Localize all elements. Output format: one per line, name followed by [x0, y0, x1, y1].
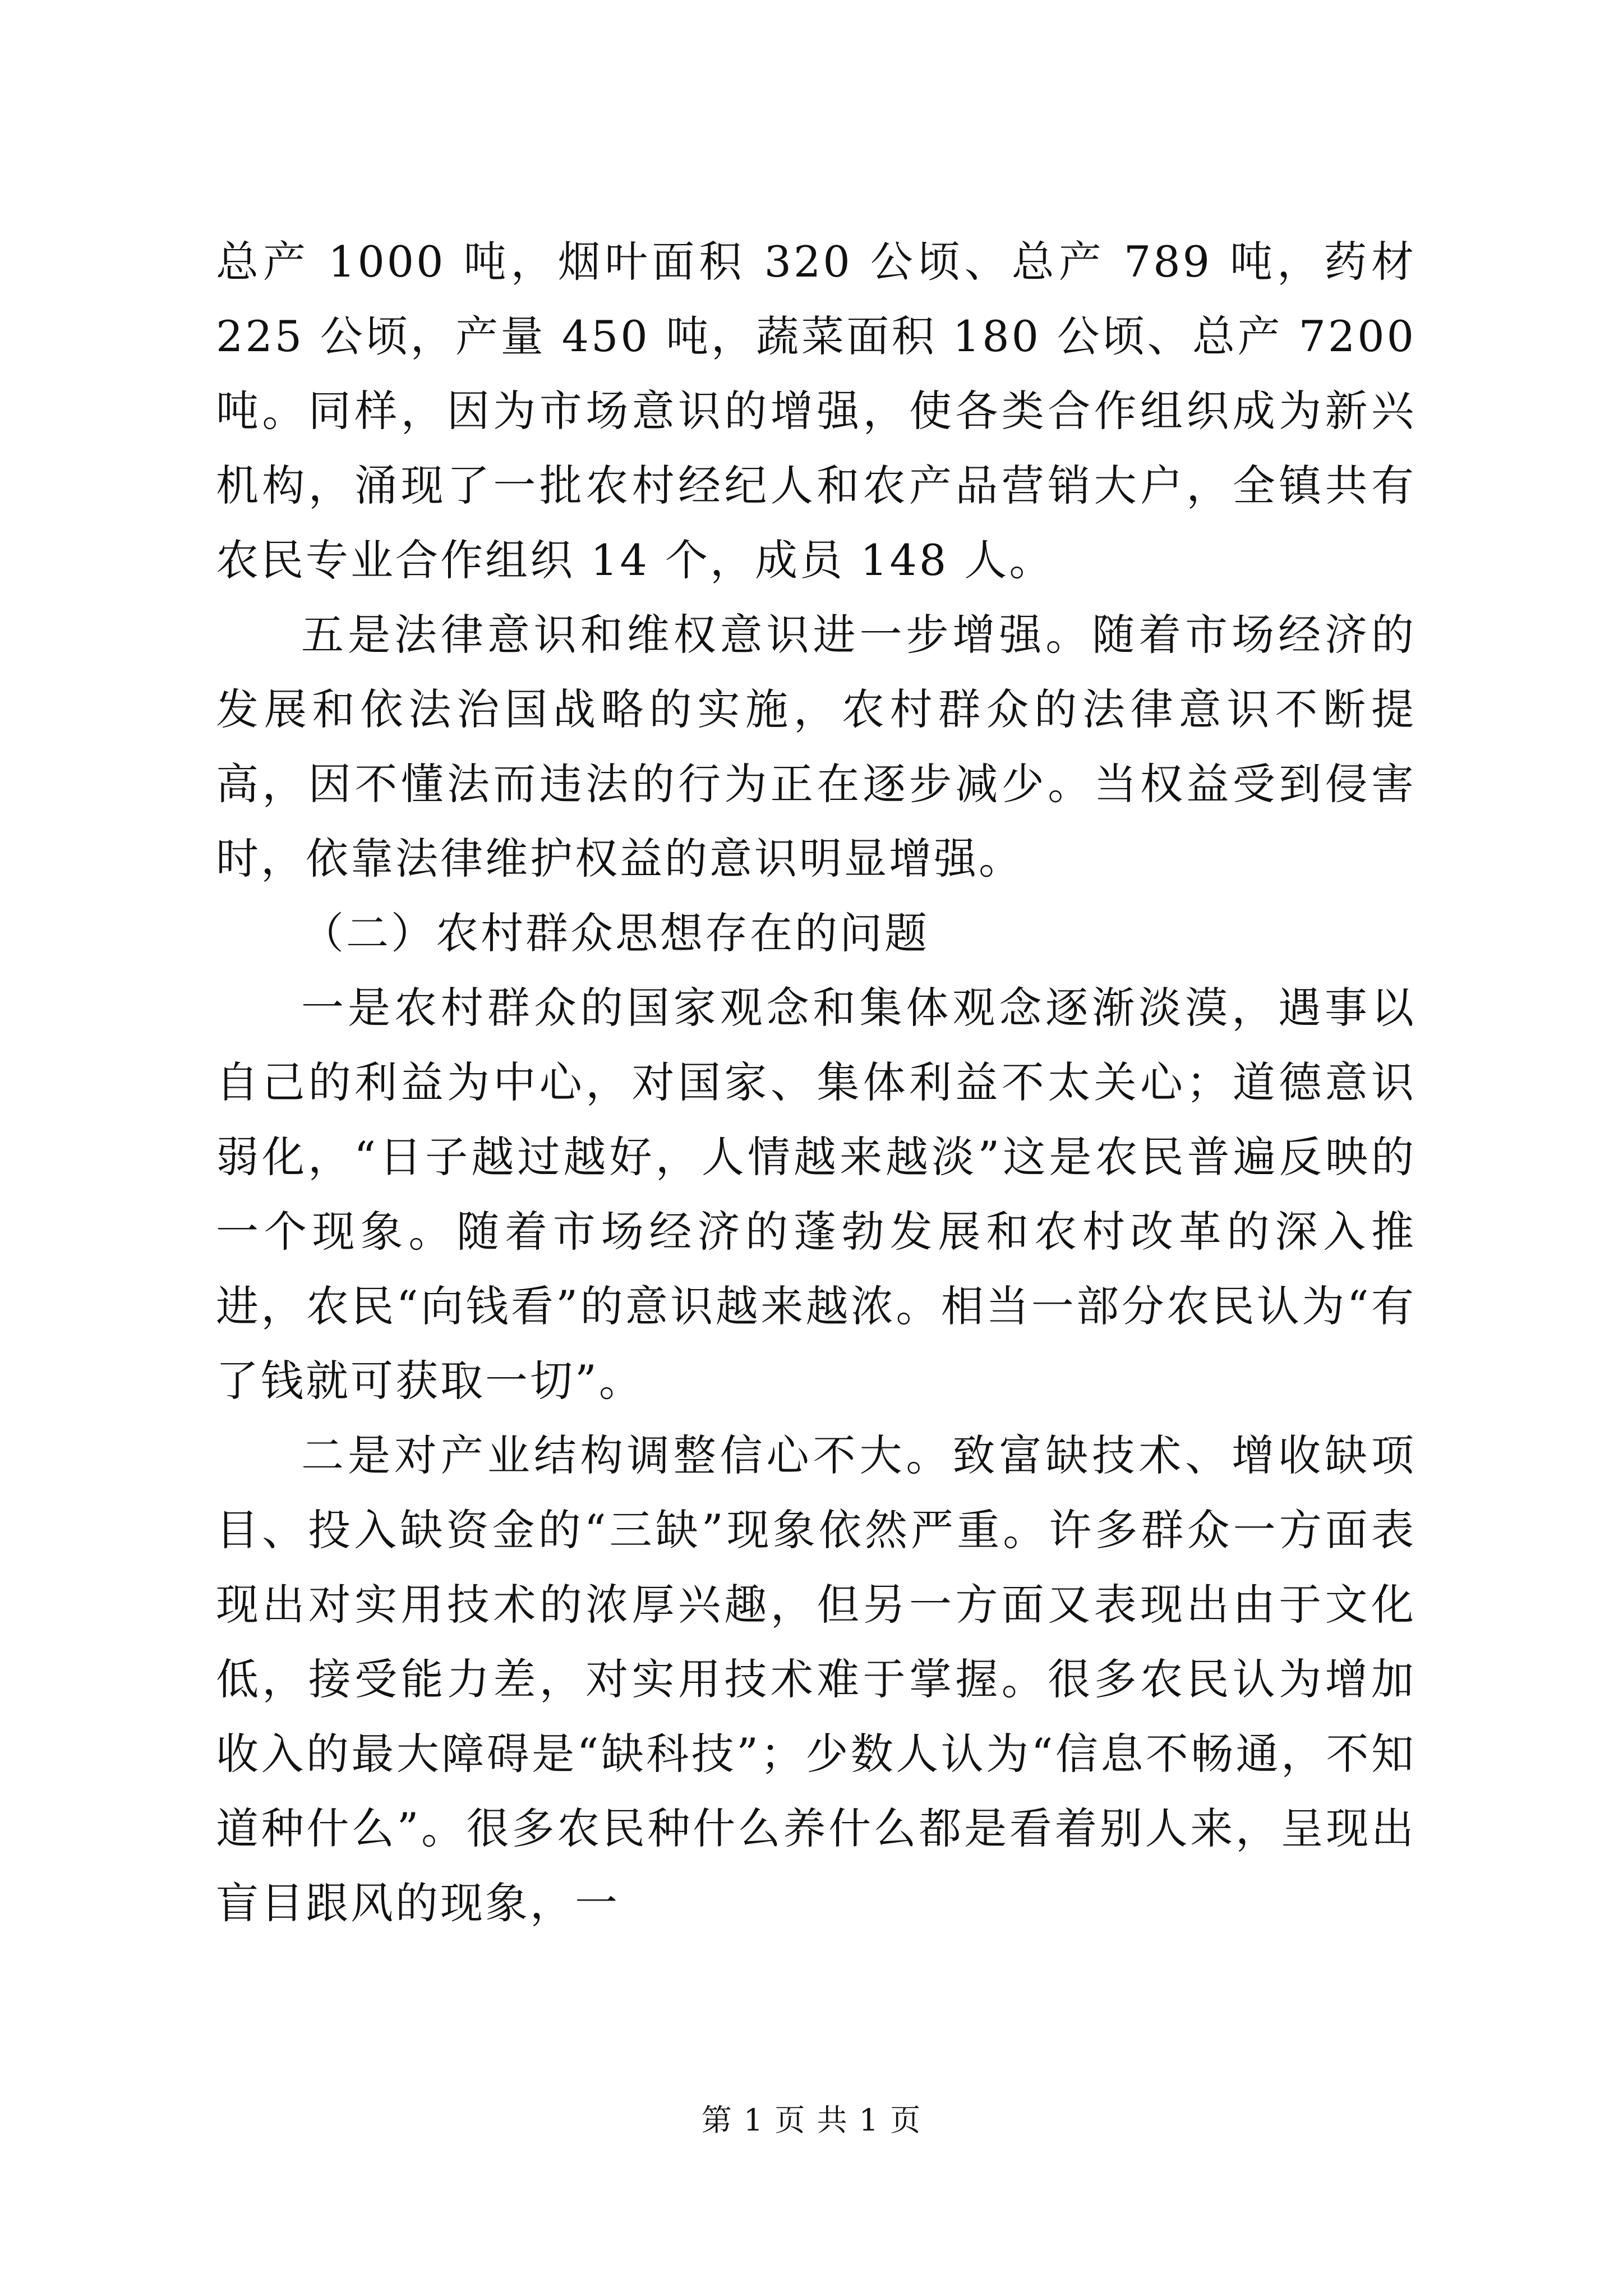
page-footer: 第 1 页 共 1 页 — [701, 2102, 922, 2138]
paragraph-continued-statistics: 总产 1000 吨，烟叶面积 320 公顷、总产 789 吨，药材 225 公顷，产量 450 吨，蔬菜面积 180 公顷、总产 7200 吨。同样，因为市场意识的增强，使各类合作组织成为新兴机构，涌现了一批农村经纪人和农产品营销大户，全镇共有农民专业合作组织 14 个，成员 148 人。 — [216, 237, 1416, 585]
paragraph-legal-awareness: 五是法律意识和维权意识进一步增强。随着市场经济的发展和依法治国战略的实施，农村群众的法律意识不断提高，因不懂法而违法的行为正在逐步减少。当权益受到侵害时，依靠法律维护权益的意识明显增强。 — [216, 610, 1416, 884]
paragraph-problem-one: 一是农村群众的国家观念和集体观念逐渐淡漠，遇事以自己的利益为中心，对国家、集体利益不太关心；道德意识弱化，“日子越过越好，人情越来越淡”这是农民普遍反映的一个现象。随着市场经济的蓬勃发展和农村改革的深入推进，农民“向钱看”的意识越来越浓。相当一部分农民认为“有了钱就可获取一切”。 — [216, 983, 1416, 1406]
document-body — [216, 224, 1416, 1940]
section-heading-problems: （二）农村群众思想存在的问题 — [301, 908, 929, 958]
paragraph-problem-two: 二是对产业结构调整信心不大。致富缺技术、增收缺项目、投入缺资金的“三缺”现象依然严重。许多群众一方面表现出对实用技术的浓厚兴趣，但另一方面又表现出由于文化低，接受能力差，对实用技术难于掌握。很多农民认为增加收入的最大障碍是“缺科技”；少数人认为“信息不畅通，不知道种什么”。很多农民种什么养什么都是看着别人来，呈现出盲目跟风的现象，一 — [216, 1430, 1416, 1928]
